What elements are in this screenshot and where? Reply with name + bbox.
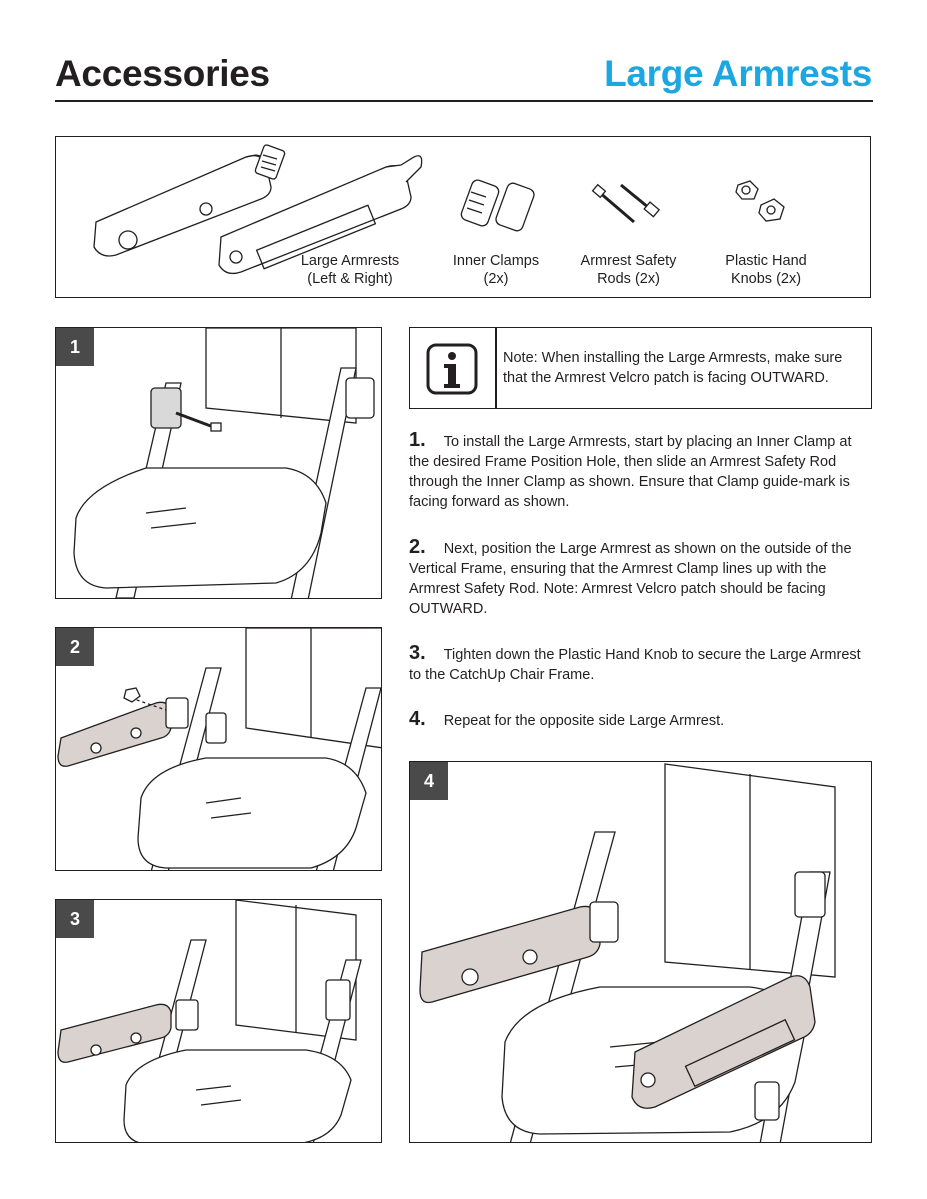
note-divider — [495, 328, 497, 408]
hand-knobs-image — [736, 181, 784, 221]
instruction-step-1 — [409, 430, 875, 512]
parts-overview — [55, 136, 871, 298]
part-label-inner-clamps: Inner Clamps (2x) — [452, 253, 540, 287]
step-badge-3: 3 — [56, 900, 94, 938]
inner-clamps-image — [460, 178, 536, 232]
chair-illustration-step-2 — [56, 628, 382, 871]
figure-step-3 — [55, 899, 382, 1143]
figure-step-1 — [55, 327, 382, 599]
info-icon — [410, 328, 495, 408]
step-badge-1: 1 — [56, 328, 94, 366]
part-label-safety-rods: Armrest Safety Rods (2x) — [580, 253, 677, 287]
step-body: Next, position the Large Armrest as shown on the outside of the Vertical Frame, ensuring that the Armrest Clamp lines up with the Armrest Safety Rod. Note: Armrest Velcro patch should be facing OUTWARD. — [409, 541, 852, 617]
title-divider — [55, 100, 873, 102]
product-title: Large Armrests — [604, 53, 872, 94]
safety-rods-image — [593, 185, 660, 222]
step-number: 2. — [409, 536, 426, 558]
note-text: Note: When installing the Large Armrests, make sure that the Armrest Velcro patch is facing OUTWARD. — [503, 350, 843, 386]
step-number: 1. — [409, 429, 426, 451]
step-body: Repeat for the opposite side Large Armrest. — [443, 713, 725, 729]
step-number: 3. — [409, 642, 426, 664]
figure-step-2 — [55, 627, 382, 871]
note-box — [409, 327, 872, 409]
step-number: 4. — [409, 708, 426, 730]
instruction-step-2 — [409, 537, 875, 619]
chair-illustration-step-4 — [410, 762, 872, 1143]
step-badge-2: 2 — [56, 628, 94, 666]
section-title: Accessories — [55, 53, 270, 94]
instruction-step-3 — [409, 643, 875, 685]
step-badge-4: 4 — [410, 762, 448, 800]
instruction-step-4 — [409, 709, 875, 731]
step-body: To install the Large Armrests, start by placing an Inner Clamp at the desired Frame Position Hole, then slide an Armrest Safety Rod through the Inner Clamp as shown. Ensure that Clamp guide-mark is facing forward as shown. — [409, 434, 852, 510]
part-label-large-armrests: Large Armrests (Left & Right) — [300, 253, 400, 287]
chair-illustration-step-1 — [56, 328, 382, 599]
step-body: Tighten down the Plastic Hand Knob to secure the Large Armrest to the CatchUp Chair Frame. — [409, 647, 861, 683]
chair-illustration-step-3 — [56, 900, 382, 1143]
figure-step-4 — [409, 761, 872, 1143]
part-label-hand-knobs: Plastic Hand Knobs (2x) — [725, 253, 807, 287]
